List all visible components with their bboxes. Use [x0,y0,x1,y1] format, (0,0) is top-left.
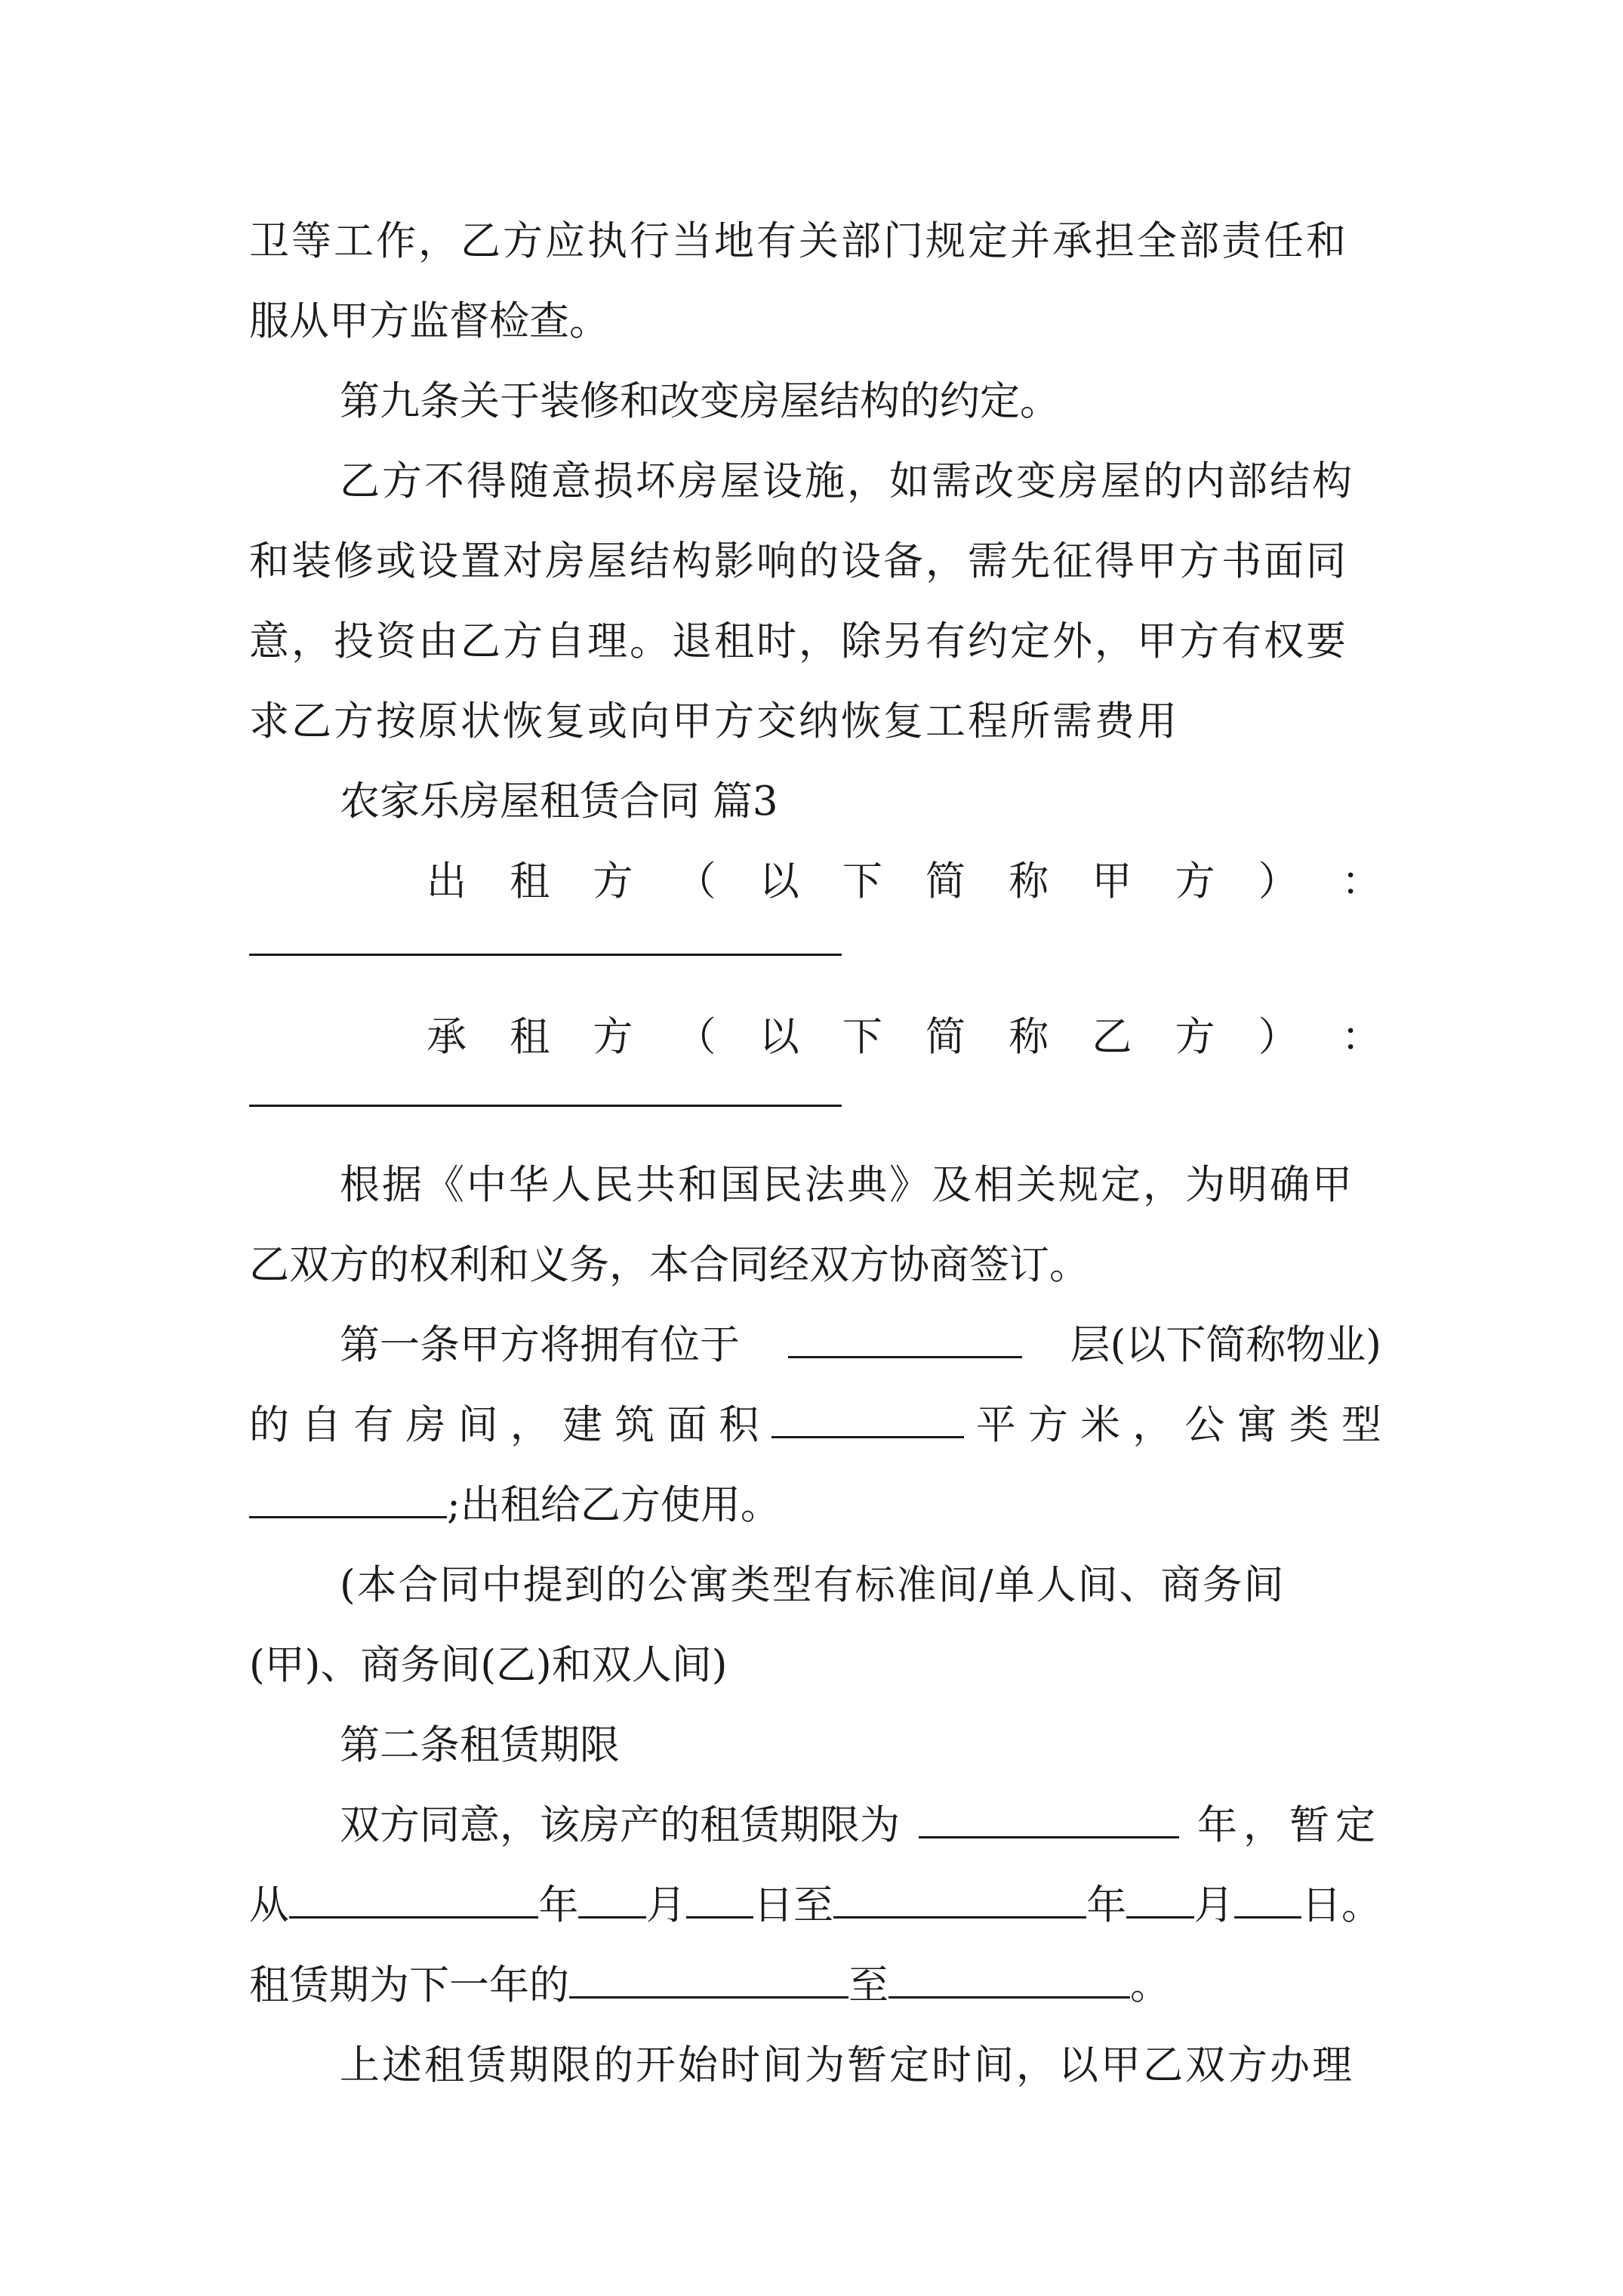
area-char: 自 [301,1402,342,1448]
lessee-char: 承 [427,1014,467,1060]
lessor-char: 简 [925,858,966,905]
lessee-char: 方 [593,1014,633,1060]
area-char: 房 [405,1402,446,1448]
line-text: 至 [848,1962,888,2008]
lessee-char: ） [1258,1014,1298,1060]
area-char: 方 [1027,1402,1068,1448]
lessor-char: 下 [842,858,882,905]
text-line: 求乙方按原状恢复或向甲方交纳恢复工程所需费用 [249,698,1179,744]
next-term-end-blank [888,1963,1130,1999]
line-text: 第一条甲方将拥有位于 [340,1322,740,1368]
lessee-char: 租 [510,1014,550,1060]
term-line [340,1803,1381,1848]
lessor-char: 以 [759,858,799,905]
area-char: 型 [1341,1402,1381,1448]
lessee-char: 乙 [1092,1014,1132,1060]
lessor-char: 方 [1175,858,1215,905]
apartment-type-blank [249,1483,447,1518]
text-line: 意，投资由乙方自理。退租时，除另有约定外，甲方有权要 [249,618,1348,664]
area-char: 建 [562,1402,602,1448]
area-char: 积 [719,1402,759,1448]
end-month-blank [1126,1883,1193,1918]
line-text: 日。 [1301,1882,1381,1928]
lessee-blank-line [249,1105,842,1107]
line-text: 。 [1130,1962,1170,2008]
line-text: 月 [1193,1882,1234,1928]
lessor-char: 甲 [1092,858,1132,905]
lessee-char: 以 [759,1014,799,1060]
area-char: 类 [1289,1402,1329,1448]
lessor-char: 租 [510,858,550,905]
line-text: 日至 [753,1882,834,1928]
lessee-char: 方 [1175,1014,1215,1060]
text-line: 乙方不得随意损坏房屋设施，如需改变房屋的内部结构 [340,458,1354,504]
text-line: 和装修或设置对房屋结构影响的设备，需先征得甲方书面同 [249,538,1348,584]
area-char: 间 [457,1402,498,1448]
lessor-blank-line [249,954,842,956]
article-nine-heading: 第九条关于装修和改变房屋结构的约定。 [340,378,1060,424]
area-char: ， [510,1402,550,1448]
lessee-char: 下 [842,1014,882,1060]
line-text: 租赁期为下一年的 [249,1962,569,2008]
line-text: 月 [645,1882,686,1928]
text-line: (本合同中提到的公寓类型有标准间/单人间、商务间 [340,1562,1286,1608]
area-char: 寓 [1236,1402,1277,1448]
line-text: 层(以下简称物业) [1070,1322,1381,1368]
lessor-char: 方 [593,858,633,905]
line-text: 年，暂定 [1197,1802,1381,1848]
article-one-line [340,1323,1381,1368]
next-term-line [249,1963,1381,2008]
area-char: ， [1132,1402,1173,1448]
text-line: 根据《中华人民共和国民法典》及相关规定，为明确甲 [340,1162,1354,1208]
area-char: 平 [975,1402,1016,1448]
start-month-blank [578,1883,645,1918]
lessor-char: （ [676,858,716,905]
lessee-char: （ [676,1014,716,1060]
line-text: 年 [538,1882,579,1928]
lessor-char: ： [1341,858,1381,905]
line-text: 从 [249,1882,289,1928]
lessor-line [427,859,1381,905]
lessee-line [427,1015,1381,1060]
area-char: 筑 [614,1402,655,1448]
lessee-char: ： [1341,1014,1381,1060]
line-text: ;出租给乙方使用。 [447,1482,781,1528]
end-day-blank [1234,1883,1301,1918]
area-char: 米 [1080,1402,1121,1448]
floor-blank [788,1323,1022,1358]
area-line [249,1403,1381,1448]
line-text: 卫等工作，乙方应执行当地有关部门规定并承担全部责任和 [249,218,1348,264]
lessee-char: 称 [1009,1014,1049,1060]
text-line: 上述租赁期限的开始时间为暂定时间，以甲乙双方办理 [340,2042,1354,2088]
area-blank [771,1403,964,1438]
next-term-start-blank [569,1963,848,1999]
start-day-blank [686,1883,753,1918]
area-char: 公 [1184,1402,1225,1448]
term-dates-line [249,1883,1381,1928]
area-char: 有 [353,1402,394,1448]
article-two-heading: 第二条租赁期限 [340,1722,620,1768]
lessor-char: 称 [1009,858,1049,905]
start-year-blank [289,1883,538,1918]
area-char: 面 [667,1402,707,1448]
section-title: 农家乐房屋租赁合同 篇3 [340,778,778,824]
lessor-char: 出 [427,858,467,905]
end-year-blank [833,1883,1086,1918]
text-line: (甲)、商务间(乙)和双人间) [249,1642,728,1688]
text-line [249,219,1381,264]
text-line: 乙双方的权利和义务，本合同经双方协商签订。 [249,1242,1089,1288]
area-char: 的 [249,1402,289,1448]
text-line: 服从甲方监督检查。 [249,298,609,344]
lessee-char: 简 [925,1014,966,1060]
line-text: 双方同意，该房产的租赁期限为 [340,1802,900,1848]
lessor-char: ） [1258,858,1298,905]
line-text: 年 [1086,1882,1127,1928]
apartment-type-line [249,1483,1381,1528]
term-years-blank [919,1803,1179,1838]
